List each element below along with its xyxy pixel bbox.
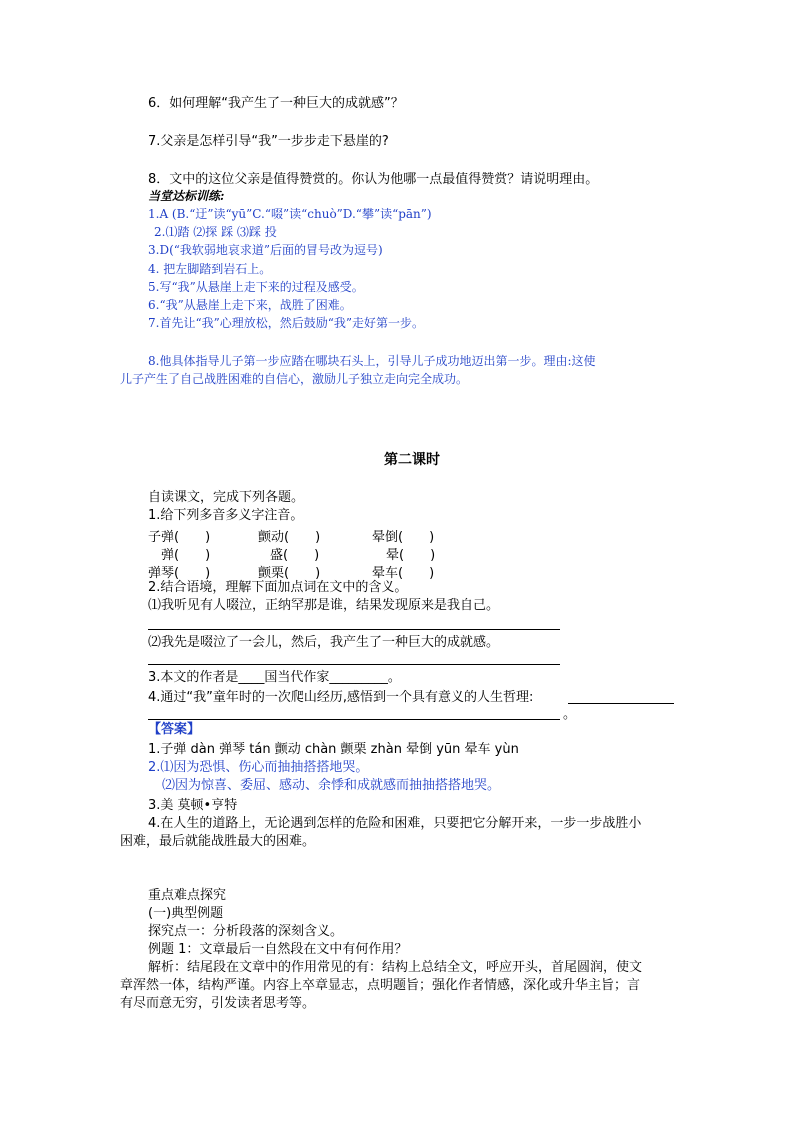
lesson2-question-1: 1.给下列多音多义字注音。 — [148, 508, 304, 523]
question-7: 7.父亲是怎样引导“我”一步步走下悬崖的? — [148, 134, 389, 149]
pinyin-cell: 晕( ) — [360, 548, 436, 563]
answer-4-line2: 困难，最后就能战胜最大的困难。 — [120, 834, 316, 849]
pinyin-cell: 弹( ) — [148, 548, 211, 563]
key-point-1: 探究点一：分析段落的深刻含义。 — [148, 924, 344, 939]
analysis-line1: 解析：结尾段在文章中的作用常见的有：结构上总结全文，呼应开头，首尾圆润，使文 — [148, 960, 643, 975]
analysis-line2: 章浑然一体，结构严谨。内容上卒章显志，点明题旨；强化作者情感，深化或升华主旨；言 — [120, 978, 641, 993]
lesson2-question-2-1: ⑴我听见有人啜泣，正纳罕那是谁，结果发现原来是我自己。 — [148, 598, 500, 613]
lesson2-question-4: 4.通过“我”童年时的一次爬山经历,感悟到一个具有意义的人生哲理: — [148, 690, 534, 705]
lesson2-question-4-end: 。 — [563, 707, 577, 722]
lesson2-title: 第二课时 — [384, 452, 440, 468]
pinyin-cell: 盛( ) — [244, 548, 320, 563]
question-6: 6．如何理解“我产生了一种巨大的成就感”？ — [148, 96, 404, 111]
practice-answer-1: 1.A (B.“迂”读“yū”C.“啜”读“chuò”D.“攀”读“pān”) — [148, 207, 432, 221]
answer-3: 3.美 莫顿•亨特 — [148, 798, 238, 813]
practice-answer-5: 5.写“我”从悬崖上走下来的过程及感受。 — [148, 280, 364, 294]
answers-header: 【答案】 — [148, 722, 201, 737]
lesson2-question-3: 3.本文的作者是____国当代作家_________。 — [148, 670, 401, 685]
lesson2-question-2-2: ⑵我先是啜泣了一会儿，然后，我产生了一种巨大的成就感。 — [148, 635, 500, 650]
practice-answer-8-line1: 8.他具体指导儿子第一步应踏在哪块石头上，引导儿子成功地迈出第一步。理由:这使 — [148, 354, 596, 368]
key-points-sub: (一)典型例题 — [148, 906, 224, 921]
answer-1: 1.子弹 dàn 弹琴 tán 颤动 chàn 颤栗 zhàn 晕倒 yūn 晕车 yùn — [148, 742, 519, 757]
pinyin-cell: 子弹( ) — [148, 530, 211, 545]
practice-answer-2: 2.⑴踏 ⑵探 踩 ⑶踩 投 — [154, 225, 277, 239]
practice-header: 当堂达标训练: — [148, 189, 225, 203]
pinyin-cell: 晕倒( ) — [372, 530, 435, 545]
answer-2-2: ⑵因为惊喜、委屈、感动、余悸和成就感而抽抽搭搭地哭。 — [162, 778, 501, 793]
lesson2-question-2: 2.结合语境，理解下面加点词在文中的含义。 — [148, 580, 408, 595]
answer-underline — [568, 703, 674, 704]
pinyin-cell: 颤动( ) — [258, 530, 321, 545]
practice-answer-4: 4. 把左脚踏到岩石上。 — [148, 262, 272, 276]
answer-4-line1: 4.在人生的道路上，无论遇到怎样的危险和困难，只要把它分解开来，一步一步战胜小 — [148, 816, 642, 831]
example-1: 例题 1：文章最后一自然段在文中有何作用？ — [148, 942, 408, 957]
analysis-line3: 有尽而意无穷，引发读者思考等。 — [120, 996, 316, 1011]
question-8: 8．文中的这位父亲是值得赞赏的。你认为他哪一点最值得赞赏？请说明理由。 — [148, 172, 599, 187]
pinyin-cell: 晕车( ) — [372, 566, 435, 581]
pinyin-cell: 颤栗( ) — [258, 566, 321, 581]
practice-answer-8-line2: 儿子产生了自己战胜困难的自信心，激励儿子独立走向完全成功。 — [120, 372, 469, 386]
answer-underline — [148, 629, 560, 630]
lesson2-intro: 自读课文，完成下列各题。 — [148, 490, 305, 505]
practice-answer-6: 6.“我”从悬崖上走下来，战胜了困难。 — [148, 298, 352, 312]
answer-underline — [148, 719, 560, 720]
practice-answer-3: 3.D(“我软弱地哀求道”后面的冒号改为逗号) — [148, 243, 383, 257]
answer-underline — [148, 664, 560, 665]
practice-answer-7: 7.首先让“我”心理放松，然后鼓励“我”走好第一步。 — [148, 316, 424, 330]
answer-2-1: 2.⑴因为恐惧、伤心而抽抽搭搭地哭。 — [148, 760, 369, 775]
pinyin-cell: 弹琴( ) — [148, 566, 211, 581]
key-points-title: 重点难点探究 — [148, 888, 227, 903]
